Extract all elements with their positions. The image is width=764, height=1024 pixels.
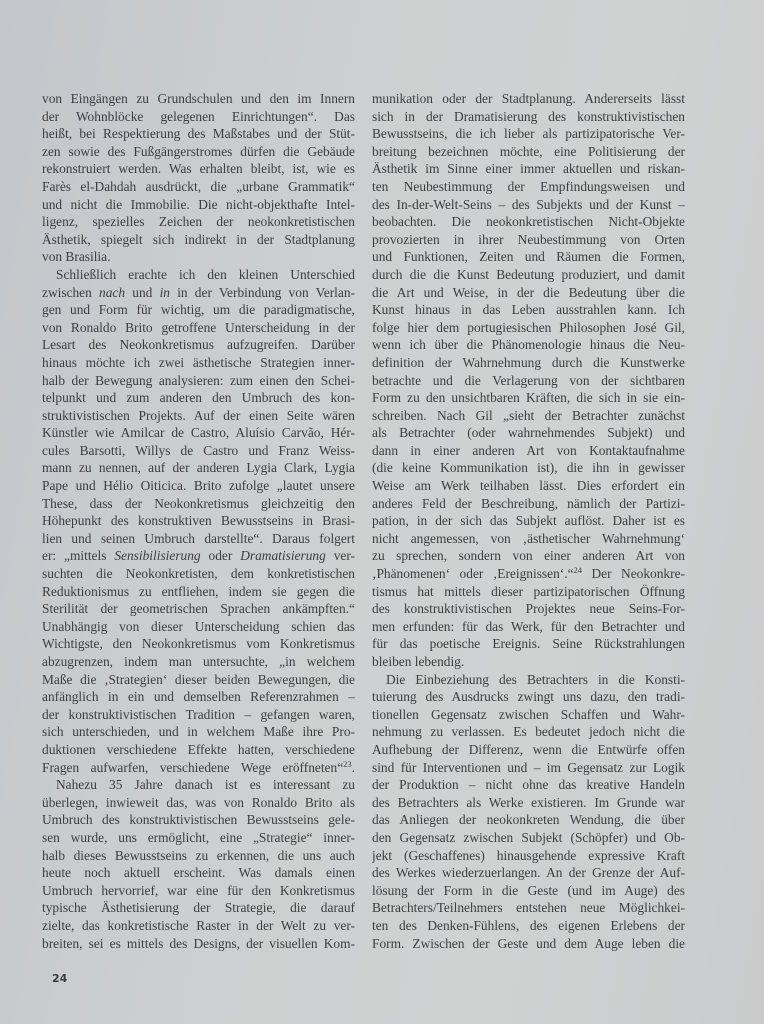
text-line: Nahezu 35 Jahre danach ist es interessant zu <box>56 777 355 793</box>
text-line: den Gegensatz zwischen Subjekt (Schöpfer) und Ob- <box>372 829 685 845</box>
text-line: Lesart des Neokonkretismus aufzugreifen. Darüber <box>42 337 355 353</box>
text-line: (die keine Kommunikation ist), die ihn in gewisser <box>372 460 685 476</box>
text-line: abzugrenzen, indem man untersuchte, „in welchem <box>42 654 355 669</box>
text-line: ten des Denken-Fühlens, des eigenen Erlebens der <box>372 917 685 933</box>
text-line: tuierung des Ausdrucks zwingt uns dazu, den tradi- <box>372 689 685 705</box>
text-line: Schließlich erachte ich den kleinen Unterschied <box>56 266 355 282</box>
text-line: struktivistischen Projekts. Auf der einen Seite wären <box>42 407 355 423</box>
text-segment: er: „mittels <box>42 548 115 564</box>
text-line: für das poetische Ereignis. Seine Rückstrahlungen <box>372 636 685 652</box>
text-line: Die Einbeziehung des Betrachters in die Konsti- <box>386 671 685 687</box>
text-line: Künstler wie Amilcar de Castro, Aluísio Carvão, Hér- <box>42 425 355 441</box>
text-line: telpunkt und zum anderen den Umbruch des kon- <box>42 390 355 406</box>
text-segment: zwischen <box>42 284 100 300</box>
text-line: breitung bezeichnen möchte, eine Politisierung der <box>372 143 685 159</box>
text-segment: ver- <box>325 548 355 564</box>
text-line <box>42 284 355 302</box>
text-line: das Anliegen der neokonkreten Wendung, die über <box>372 812 685 828</box>
text-line: Höhepunkt des konstruktiven Bewusstseins in Brasi- <box>42 513 355 529</box>
text-line: durch die die Kunst Bedeutung produziert, und damit <box>372 266 685 282</box>
text-line: und nicht die Immobilie. Die nicht-objekthafte Intel- <box>42 196 355 212</box>
text-line <box>372 565 685 583</box>
text-line: Aufhebung der Differenz, wenn die Entwürfe offen <box>372 741 685 757</box>
text-line: halb der Bewegung analysieren: zum einen den Schei- <box>42 372 355 388</box>
text-line: als Betrachter (oder wahrnehmendes Subjekt) und <box>372 425 685 441</box>
text-line: von Eingängen zu Grundschulen und den im Innern <box>42 91 355 106</box>
text-line: duktionen verschiedene Effekte hatten, verschiedene <box>42 741 355 757</box>
text-line: suchten die Neokonkretisten, dem konkretistischen <box>42 566 355 582</box>
text-line: men erfunden: für das Werk, für den Betrachter und <box>372 618 685 634</box>
text-line: Bewusstseins, die ich lieber als partizipatorische Ver- <box>372 126 685 142</box>
text-line: folge hier dem portugiesischen Philosophen José Gil, <box>372 319 685 335</box>
text-line: von Brasilia. <box>42 249 111 265</box>
text-segment: Der Neokonkre- <box>582 566 685 582</box>
text-line: Farès el-Dahdah ausdrückt, die „urbane Grammatik“ <box>42 178 355 194</box>
italic-text: Dramatisierung <box>240 548 326 564</box>
text-line: des konstruktivistischen Projektes neue Seins-For- <box>372 601 685 617</box>
text-line: tismus hat mittels dieser partizipatorischen Öffnung <box>372 583 685 599</box>
text-line: Pape und Hélio Oiticica. Brito zufolge „lautet unsere <box>42 478 355 494</box>
text-line: Betrachters/Teilnehmers entstehen neue Möglichkei- <box>372 900 685 916</box>
text-line: cules Barsotti, Willys de Castro und Franz Weiss- <box>42 442 355 458</box>
text-line: Sterilität der geometrischen Sprachen ankämpften.“ <box>42 601 355 617</box>
text-line <box>42 547 355 565</box>
text-line: definition der Wahrnehmung durch die Kunstwerke <box>372 354 685 370</box>
text-line: dann in einer anderen Art von Kontaktaufnahme <box>372 442 685 458</box>
text-line: zu sprechen, sondern von einer anderen Art von <box>372 548 685 564</box>
text-line: der Wohnblöcke gelegenen Einrichtungen“. Das <box>42 108 355 124</box>
text-line: heißt, bei Respektierung des Maßstabes und der Stüt- <box>42 126 355 142</box>
text-line: sich unterschieden, und in welchem Maße ihre Pro- <box>42 724 355 740</box>
text-segment: und <box>125 284 160 300</box>
text-line: ligenz, spezielles Zeichen der neokonkretistischen <box>42 214 355 230</box>
text-line: These, dass der Neokonkretismus gleichzeitig den <box>42 495 355 511</box>
text-line <box>42 759 355 777</box>
italic-text: nach <box>99 284 126 300</box>
text-line: halb dieses Bewusstseins zu erkennen, die uns auch <box>42 847 355 863</box>
text-line: pation, in der sich das Subjekt auflöst. Daher ist es <box>372 513 685 529</box>
text-line: zen sowie des Fußgängerstromes dürfen die Gebäude <box>42 143 355 159</box>
text-line: sind für Interventionen und – im Gegensatz zur Logik <box>372 759 685 775</box>
text-line: Weise am Werk teilhaben lässt. Dies erfordert ein <box>372 478 685 494</box>
text-line: von Ronaldo Brito getroffene Unterscheidung in der <box>42 319 355 335</box>
text-line: anfänglich in ein und demselben Referenzrahmen – <box>42 689 355 705</box>
text-segment: ‚Phänomenen‘ oder ‚Ereignissen‘.“ <box>372 566 574 582</box>
text-line: sich in der Dramatisierung des konstruktivistischen <box>372 108 685 124</box>
text-line: munikation oder der Stadtplanung. Andererseits lässt <box>372 91 685 106</box>
text-line: Form zu den unsichtbaren Kräften, die sich in sie ein- <box>372 390 685 406</box>
text-line: typische Ästhetisierung der Strategie, die darauf <box>42 900 355 916</box>
text-segment: oder <box>200 548 241 564</box>
text-line: breiten, sei es mittels des Designs, der visuellen Kom- <box>42 935 355 951</box>
text-line: ten Neubestimmung der Empfindungsweisen und <box>372 178 685 194</box>
text-line: hinaus möchte ich zwei ästhetische Strategien inner- <box>42 354 355 370</box>
text-line: Wichtigste, den Neokonkretismus vom Konkretismus <box>42 636 355 652</box>
text-line: anderes Feld der Beschreibung, nämlich der Partizi- <box>372 495 685 511</box>
text-line: mann zu nennen, auf der anderen Lygia Clark, Lygia <box>42 460 355 476</box>
text-line: bleiben lebendig. <box>372 654 465 669</box>
text-line: lösung der Form in die Geste (und im Auge) des <box>372 882 685 898</box>
text-column-left <box>42 90 355 952</box>
text-segment: Fragen aufwarfen, verschiedene Wege eröffneten“ <box>42 759 344 775</box>
page-number: 24 <box>52 972 68 985</box>
text-line: der Produktion – nicht ohne das kreative Handeln <box>372 777 685 793</box>
italic-text: in <box>159 284 170 300</box>
footnote-reference: 24 <box>573 565 583 576</box>
italic-text: Sensibilisierung <box>114 548 201 564</box>
text-line: Unabhängig von dieser Unterscheidung schien das <box>42 618 355 634</box>
text-line: und Funktionen, Zeiten und Räumen die Formen, <box>372 249 685 265</box>
text-line: nicht angemessen, von ‚ästhetischer Wahrnehmung‘ <box>372 530 685 546</box>
text-line: beobachten. Die neokonkretistischen Nicht-Objekte <box>372 214 685 230</box>
text-line: rekonstruiert werden. Was erhalten bleibt, ist, wie es <box>42 161 355 177</box>
text-line: Form. Zwischen der Geste und dem Auge leben die <box>372 935 685 951</box>
text-line: Umbruch hervorrief, war eine für den Konkretismus <box>42 882 355 898</box>
text-line: Ästhetik, spiegelt sich indirekt in der Stadtplanung <box>42 231 355 247</box>
text-line: betrachte und die Verlagerung von der sichtbaren <box>372 372 685 388</box>
text-line: wenn ich über die Phänomenologie hinaus die Neu- <box>372 337 685 353</box>
text-column-right <box>372 90 685 952</box>
text-line: der konstruktivistischen Tradition – gefangen waren, <box>42 706 355 722</box>
text-line: schreiben. Nach Gil „sieht der Betrachter zunächst <box>372 407 685 423</box>
text-line: heute noch aktuell erscheint. Was damals einen <box>42 865 355 881</box>
text-line: zielte, das konkretistische Raster in der Welt zu ver- <box>42 917 355 933</box>
text-line: Reduktionismus zu entfliehen, indem sie gegen die <box>42 583 355 599</box>
text-line: sen wurde, uns ermöglicht, eine „Strategie“ inner- <box>42 829 355 845</box>
text-line: die Art und Weise, in der die Bedeutung über die <box>372 284 685 300</box>
text-line: des Betrachters als Werke existieren. Im Grunde war <box>372 794 685 810</box>
text-line: Ästhetik im Sinne einer immer aktuellen und riskan- <box>372 161 685 177</box>
text-segment: . <box>351 759 355 775</box>
text-line: Umbruch des konstruktivistischen Bewusstseins gele- <box>42 812 355 828</box>
footnote-reference: 23 <box>343 758 352 769</box>
text-line: des In-der-Welt-Seins – des Subjekts und der Kunst – <box>372 196 685 212</box>
text-line: gen und Form für wichtig, um die paradigmatische, <box>42 302 355 318</box>
text-line: des Werkes wiederzuerlangen. An der Grenze der Auf- <box>372 865 685 881</box>
text-line: Maße die ‚Strategien‘ dieser beiden Bewegungen, die <box>42 671 355 687</box>
text-line: jekt (Geschaffenes) hinausgehende expressive Kraft <box>372 847 685 863</box>
text-line: lien und seinen Umbruch darstellte“. Daraus folgert <box>42 530 355 546</box>
text-line: provozierten in ihrer Neubestimmung von Orten <box>372 231 685 247</box>
text-line: Kunst hinaus in das Leben ausstrahlen kann. Ich <box>372 302 685 318</box>
text-line: tionellen Gegensatz zwischen Schaffen und Wahr- <box>372 706 685 722</box>
text-line: überlegen, inwieweit das, was von Ronaldo Brito als <box>42 794 355 810</box>
text-line: nehmung zu verlassen. Es bedeutet jedoch nicht die <box>372 724 685 740</box>
text-segment: in der Verbindung von Verlan- <box>169 284 355 300</box>
